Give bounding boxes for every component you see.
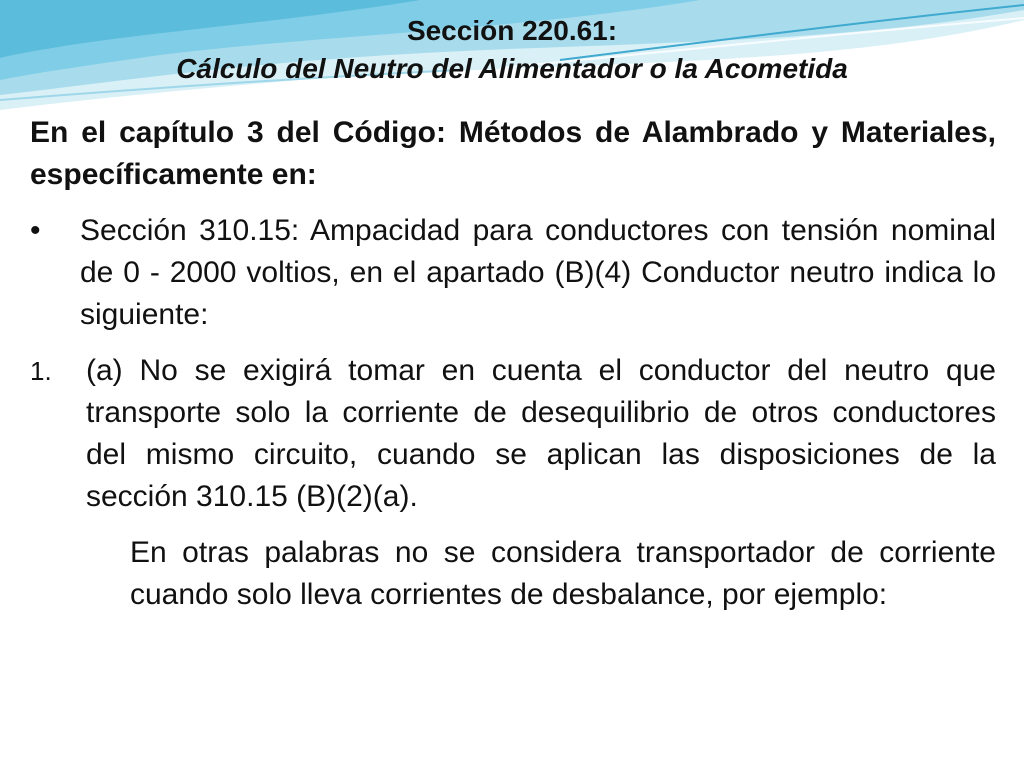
numbered-text: (a) No se exigirá tomar en cuenta el conductor del neutro que transporte solo la corriente de desequilibrio de otros conductores del mismo circuito, cuando se aplican las disposiciones de la sección 310.15 (B)(2)(a). [86, 354, 996, 513]
number-marker: 1. [30, 356, 52, 386]
bullet-text: Sección 310.15: Ampacidad para conductores con tensión nominal de 0 - 2000 voltios, en el apartado (B)(4) Conductor neutro indica lo siguiente: [80, 214, 996, 331]
bullet-marker: • [30, 214, 41, 247]
slide-body [30, 112, 996, 616]
slide-title [0, 12, 1024, 88]
continuation-paragraph: En otras palabras no se considera transportador de corriente cuando solo lleva corrientes de desbalance, por ejemplo: [130, 536, 996, 611]
bullet-item [30, 210, 996, 336]
title-line-2: Cálculo del Neutro del Alimentador o la Acometida [176, 53, 848, 84]
title-line-1: Sección 220.61: [406, 15, 618, 46]
numbered-item [30, 350, 996, 518]
intro-paragraph: En el capítulo 3 del Código: Métodos de Alambrado y Materiales, específicamente en: [30, 116, 996, 191]
